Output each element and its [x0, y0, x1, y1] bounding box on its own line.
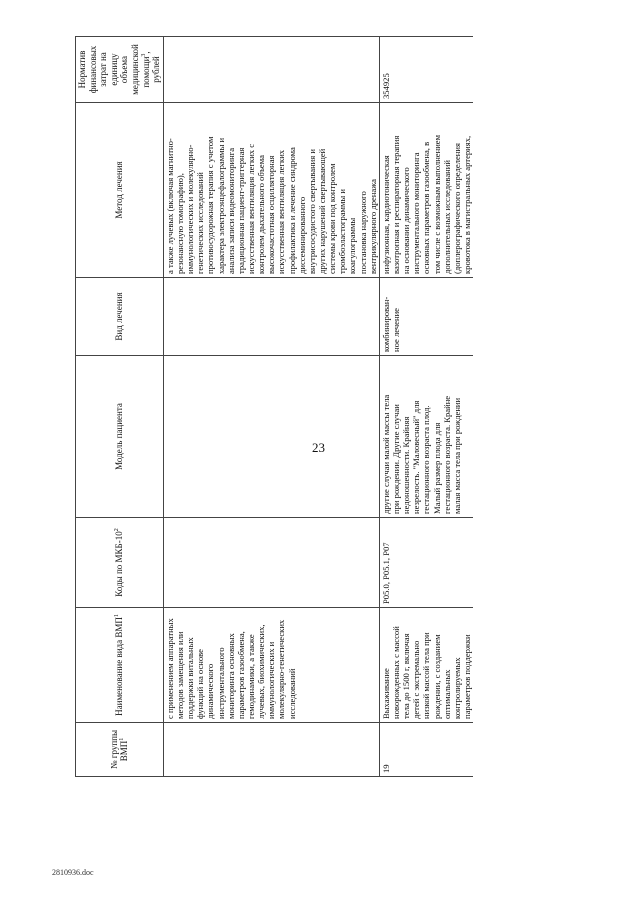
header-treatment-type: Вид лечения: [76, 278, 164, 356]
cell-treatment-method: инфузионная, кардиотоническая вазотропная и респираторная терапия на основании динамического инструментального мониторинга основных параметров газообмена, в том числе с возможным выполнением дополнительных исследований (доплерографического определения кровотока в магистральных артериях,: [379, 103, 473, 278]
header-codes: Коды по МКБ-$10^2$: [76, 518, 164, 608]
cell-patient-model: другие случаи малой массы тела при рождении. Другие случаи недоношенности. Крайняя незрелость. "Маловесный" для гестационного возраста плод. Малый размер плода для гестационного возраста. Крайне малая масса тела при рождении: [379, 356, 473, 518]
rotated-table-container: [75, 37, 630, 777]
cell-codes: [163, 518, 379, 608]
cell-group: [163, 723, 379, 777]
header-patient-model: Модель пациента: [76, 356, 164, 518]
cell-treatment-type: [163, 278, 379, 356]
header-vmp-name: Наименование вида ВМП$^1$: [76, 608, 164, 723]
header-treatment-method: Метод лечения: [76, 103, 164, 278]
table-row: [163, 37, 379, 777]
cell-group: 19: [379, 723, 473, 777]
cell-cost: 354925: [379, 37, 473, 103]
page-number: 23: [312, 440, 325, 455]
table-row: [379, 37, 473, 777]
cell-patient-model: [163, 356, 379, 518]
procedures-table: [75, 36, 473, 777]
cell-vmp-name: с применением аппаратных методов замещения или поддержки витальных функций на основе динамического инструментального мониторинга основных параметров газообмена, гемодинамики, а также лучевых, биохимических, иммунологических и молекулярно-генетических исследований: [163, 608, 379, 723]
footer-filename: 2810936.doc: [52, 868, 94, 877]
cell-vmp-name: Выхаживание новорожденных с массой тела до 1500 г, включая детей с экстремально низкой массой тела при рождении, с созданием оптимальных контролируемых параметров поддержки: [379, 608, 473, 723]
cell-treatment-method: а также лучевых (включая магнитно- резонансную томографию), иммунологических и молекулярно- генетических исследований противосудорожная терапия с учетом характера электроэнцефалограммы и анализа записи видеомониторинга традиционная пациент-триггерная искусственная вентиляция легких с контролем дыхательного объема высокочастотная осцилляторная искусственная вентиляция легких профилактика и лечение синдрома диссеминированного внутрисосудистого свертывания и других нарушений свертывающей системы крови под контролем тромбоэластограммы и коагулограммы постановка наружного вентрикулярного дренажа: [163, 103, 379, 278]
header-cost: Норматив финансовых затрат на единицу объема медицинской помощи$^3$, рублей: [76, 37, 164, 103]
cell-codes: P05.0, P05.1, P07: [379, 518, 473, 608]
cell-treatment-type: комбинирован- ное лечение: [379, 278, 473, 356]
header-group-no: № группы ВМП$^1$: [76, 723, 164, 777]
header-row: [76, 37, 164, 777]
cell-cost: [163, 37, 379, 103]
